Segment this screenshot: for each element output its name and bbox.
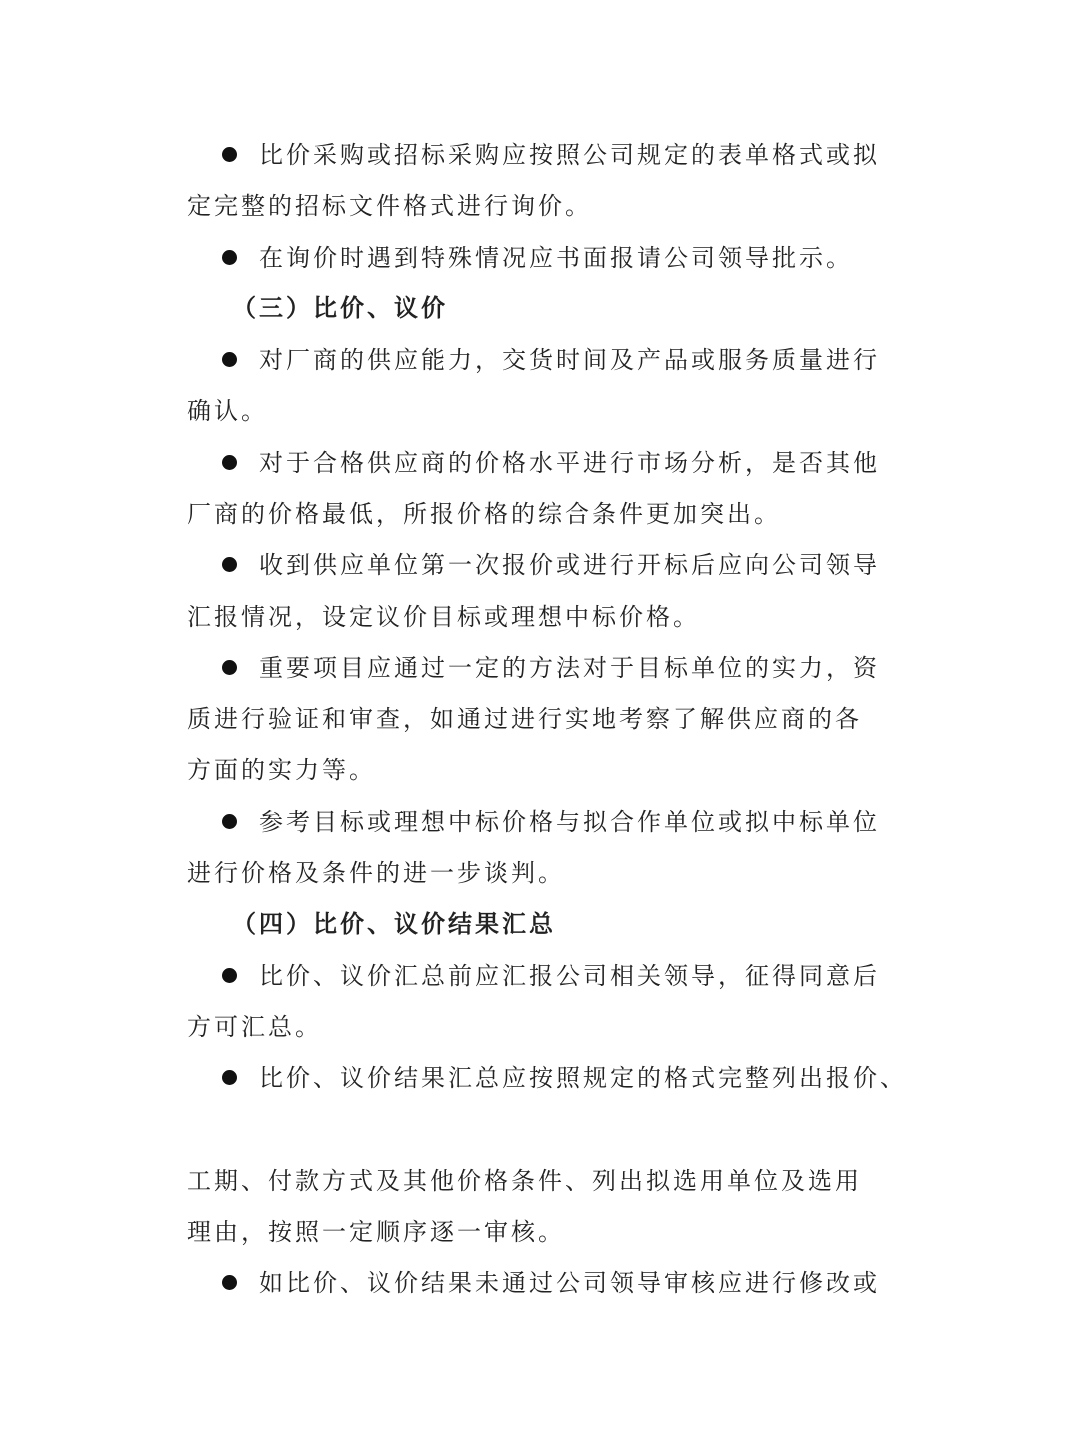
bullet-item	[222, 140, 880, 170]
text-line	[187, 191, 592, 221]
bullet-icon	[222, 1275, 237, 1290]
bullet-icon	[222, 250, 237, 265]
bullet-icon	[222, 814, 237, 829]
text-line	[187, 499, 781, 529]
bullet-item	[222, 1268, 880, 1298]
text-line	[187, 1217, 565, 1247]
bullet-icon	[222, 557, 237, 572]
bullet-icon	[222, 1070, 237, 1085]
text-line	[187, 858, 565, 888]
bullet-icon	[222, 352, 237, 367]
line-text: 确认。	[187, 397, 268, 425]
bullet-icon	[222, 660, 237, 675]
line-text: 比价、议价汇总前应汇报公司相关领导，征得同意后	[259, 962, 880, 990]
line-text: 对厂商的供应能力，交货时间及产品或服务质量进行	[259, 346, 880, 374]
bullet-item	[222, 961, 880, 991]
line-text: 重要项目应通过一定的方法对于目标单位的实力，资	[259, 654, 880, 682]
bullet-item	[222, 807, 880, 837]
bullet-item	[222, 653, 880, 683]
text-line	[187, 602, 700, 632]
line-text: 比价、议价结果汇总应按照规定的格式完整列出报价、	[259, 1064, 907, 1092]
line-text: 参考目标或理想中标价格与拟合作单位或拟中标单位	[259, 808, 880, 836]
bullet-item	[222, 243, 853, 273]
bullet-icon	[222, 147, 237, 162]
bullet-icon	[222, 455, 237, 470]
bullet-item	[222, 448, 880, 478]
line-text: （三）比价、议价	[232, 293, 448, 322]
text-line	[187, 396, 268, 426]
line-text: 比价采购或招标采购应按照公司规定的表单格式或拟	[259, 141, 880, 169]
text-line	[187, 755, 376, 785]
line-text: 收到供应单位第一次报价或进行开标后应向公司领导	[259, 551, 880, 579]
line-text: 进行价格及条件的进一步谈判。	[187, 859, 565, 887]
line-text: 方可汇总。	[187, 1013, 322, 1041]
text-line	[187, 704, 862, 734]
line-text: 在询价时遇到特殊情况应书面报请公司领导批示。	[259, 244, 853, 272]
line-text: 理由，按照一定顺序逐一审核。	[187, 1218, 565, 1246]
bullet-item	[222, 345, 880, 375]
line-text: 质进行验证和审查，如通过进行实地考察了解供应商的各	[187, 705, 862, 733]
line-text: （四）比价、议价结果汇总	[232, 909, 556, 938]
line-text: 定完整的招标文件格式进行询价。	[187, 192, 592, 220]
section-heading	[232, 909, 556, 939]
section-heading	[232, 293, 448, 323]
bullet-icon	[222, 968, 237, 983]
bullet-item	[222, 1063, 907, 1093]
line-text: 工期、付款方式及其他价格条件、列出拟选用单位及选用	[187, 1167, 862, 1195]
text-line	[187, 1012, 322, 1042]
line-text: 汇报情况，设定议价目标或理想中标价格。	[187, 603, 700, 631]
line-text: 如比价、议价结果未通过公司领导审核应进行修改或	[259, 1269, 880, 1297]
bullet-item	[222, 550, 880, 580]
line-text: 方面的实力等。	[187, 756, 376, 784]
line-text: 厂商的价格最低，所报价格的综合条件更加突出。	[187, 500, 781, 528]
line-text: 对于合格供应商的价格水平进行市场分析，是否其他	[259, 449, 880, 477]
text-line	[187, 1166, 862, 1196]
